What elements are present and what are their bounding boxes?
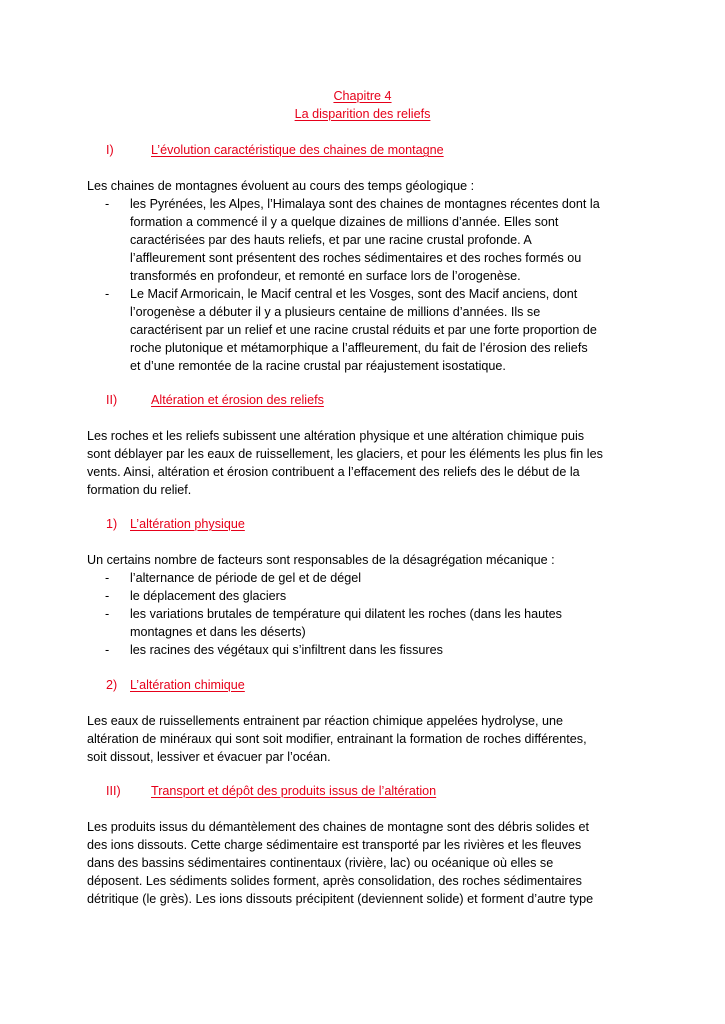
s1-bullet-1-line-4: l’affleurement sont présentent des roches sédimentaires et des roches formés ou — [130, 251, 582, 265]
s1-bullet-2-line-3: caractérisent par un relief et une racine crustal réduits et par une forte proportion de — [130, 323, 597, 337]
section-1-number: I) — [106, 143, 114, 157]
subsection-1-title: L’altération physique — [130, 517, 245, 531]
bullet-dash: - — [105, 287, 110, 301]
s2-paragraph-line-3: vents. Ainsi, altération et érosion contribuent a l’effacement des reliefs des le début de la — [87, 465, 580, 479]
s1-bullet-1-line-5: transformés en profondeur, et remonté en surface lors de l’orogenèse. — [130, 269, 521, 283]
section-1-title: L’évolution caractéristique des chaines de montagne — [151, 143, 444, 157]
bullet-dash: - — [105, 197, 110, 211]
section-3-title: Transport et dépôt des produits issus de l’altération — [151, 784, 437, 798]
s3-paragraph-line-2: des ions dissouts. Cette charge sédimentaire est transporté par les rivières et les fleuves — [87, 838, 582, 852]
s2-paragraph-line-4: formation du relief. — [87, 483, 192, 497]
sub2-paragraph-line-1: Les eaux de ruissellements entrainent par réaction chimique appelées hydrolyse, une — [87, 714, 564, 728]
section-1-intro: Les chaines de montagnes évoluent au cours des temps géologique : — [87, 179, 475, 193]
sub2-paragraph-line-2: altération de minéraux qui sont soit modifier, entrainant la formation de roches différentes, — [87, 732, 587, 746]
section-2-number: II) — [106, 393, 118, 407]
sub1-bullet-1: l’alternance de période de gel et de dégel — [130, 571, 362, 585]
s1-bullet-2-line-2: l’orogenèse a débuter il y a plusieurs centaine de millions d’années. Ils se — [130, 305, 541, 319]
subsection-2-number: 2) — [106, 678, 118, 692]
sub1-bullet-4: les racines des végétaux qui s’infiltrent dans les fissures — [130, 643, 443, 657]
sub2-paragraph-line-3: soit dissout, lessiver et évacuer par l’océan. — [87, 750, 331, 764]
sub1-bullet-2: le déplacement des glaciers — [130, 589, 287, 603]
section-2-title: Altération et érosion des reliefs — [151, 393, 324, 407]
s1-bullet-1-line-3: caractérisées par des hauts reliefs, et par une racine crustal profonde. A — [130, 233, 532, 247]
sub1-intro: Un certains nombre de facteurs sont responsables de la désagrégation mécanique : — [87, 553, 555, 567]
s1-bullet-1-line-2: formation a commencé il y a quelque dizaines de millions d’année. Elles sont — [130, 215, 559, 229]
bullet-dash: - — [105, 643, 110, 657]
s3-paragraph-line-3: dans des bassins sédimentaires continentaux (rivière, lac) ou océanique où elles se — [87, 856, 554, 870]
sub1-bullet-3-line-1: les variations brutales de température qui dilatent les roches (dans les hautes — [130, 607, 562, 621]
bullet-dash: - — [105, 571, 110, 585]
s1-bullet-1-line-1: les Pyrénées, les Alpes, l’Himalaya sont des chaines de montagnes récentes dont la — [130, 197, 600, 211]
chapter-number: Chapitre 4 — [333, 89, 392, 103]
sub1-bullet-3-line-2: montagnes et dans les déserts) — [130, 625, 306, 639]
subsection-1-number: 1) — [106, 517, 118, 531]
s3-paragraph-line-5: détritique (le grès). Les ions dissouts précipitent (deviennent solide) et forment d’autre type — [87, 892, 594, 906]
s2-paragraph-line-1: Les roches et les reliefs subissent une altération physique et une altération chimique puis — [87, 429, 585, 443]
s1-bullet-2-line-1: Le Macif Armoricain, le Macif central et les Vosges, sont des Macif anciens, dont — [130, 287, 578, 301]
chapter-title: La disparition des reliefs — [294, 107, 431, 121]
subsection-2-title: L’altération chimique — [130, 678, 245, 692]
bullet-dash: - — [105, 607, 110, 621]
section-3-number: III) — [106, 784, 121, 798]
s3-paragraph-line-4: déposent. Les sédiments solides forment, après consolidation, des roches sédimentaires — [87, 874, 582, 888]
bullet-dash: - — [105, 589, 110, 603]
s3-paragraph-line-1: Les produits issus du démantèlement des chaines de montagne sont des débris solides et — [87, 820, 589, 834]
s1-bullet-2-line-4: roche plutonique et métamorphique a l’affleurement, du fait de l’érosion des reliefs — [130, 341, 588, 355]
s1-bullet-2-line-5: et d’une remontée de la racine crustal par réajustement isostatique. — [130, 359, 506, 373]
s2-paragraph-line-2: sont déblayer par les eaux de ruissellement, les glaciers, et pour les éléments les plus fin les — [87, 447, 603, 461]
